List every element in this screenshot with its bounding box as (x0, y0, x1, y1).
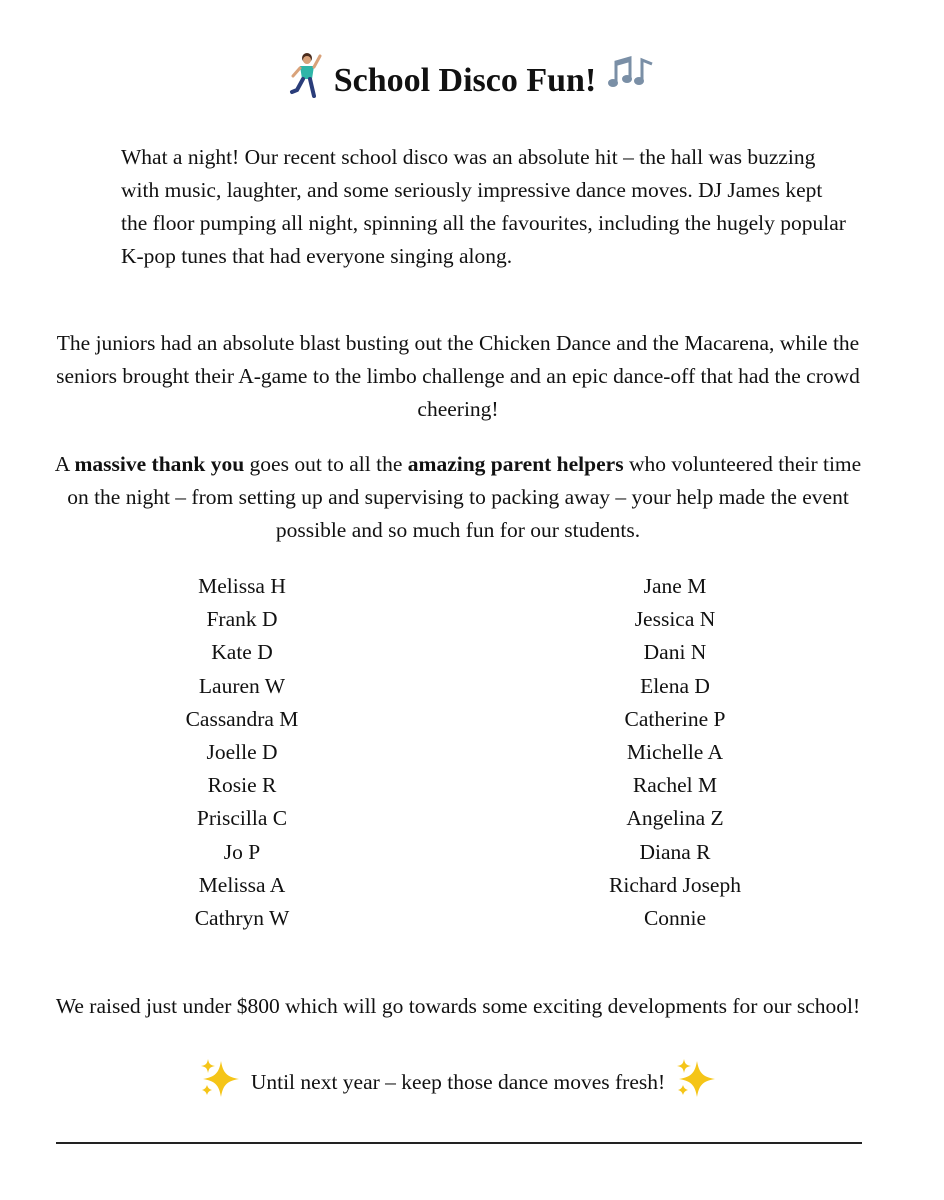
sparkles-icon (675, 1057, 717, 1099)
thanks-bold-2: amazing parent helpers (407, 452, 624, 476)
helper-name: Kate D (211, 640, 273, 665)
page-title: School Disco Fun! (333, 62, 597, 99)
thanks-text-2: goes out to all the (244, 452, 408, 476)
helper-name: Michelle A (626, 740, 724, 765)
title-row (0, 58, 944, 104)
helper-name: Angelina Z (626, 806, 724, 831)
helper-name: Elena D (640, 673, 710, 698)
helper-name: Dani N (643, 640, 707, 665)
fundraising-paragraph: We raised just under $800 which will go towards some exciting developments for our school! (55, 994, 861, 1018)
helper-name: Jessica N (634, 607, 716, 632)
helpers-list-left (92, 570, 392, 935)
helper-name: Diana R (639, 839, 711, 864)
thanks-text-3: who volunteered their time on the night – from setting up and supervising to packing away – your help made the event possible and so much fun for our students. (67, 452, 862, 542)
helper-name: Cathryn W (194, 906, 290, 931)
intro-paragraph: What a night! Our recent school disco was an absolute hit – the hall was buzzing with music, laughter, and some seriously impressive dance moves. DJ James kept the floor pumping all night, spinning all the favourites, including the hugely popular K-pop tunes that had everyone singing along. (121, 145, 846, 268)
helper-name: Rosie R (207, 773, 277, 798)
closing-line (0, 1060, 916, 1103)
helper-name: Cassandra M (185, 706, 299, 731)
sparkles-icon (199, 1057, 241, 1099)
helper-name: Priscilla C (196, 806, 288, 831)
activities-paragraph: The juniors had an absolute blast busting out the Chicken Dance and the Macarena, while the seniors brought their A-game to the limbo challenge and an epic dance-off that had the crowd cheering! (56, 331, 860, 421)
helper-name: Catherine P (624, 706, 726, 731)
thanks-bold-1: massive thank you (74, 452, 245, 476)
bottom-divider (56, 1142, 862, 1144)
helper-name: Frank D (206, 607, 278, 632)
helper-name: Rachel M (632, 773, 718, 798)
helpers-list-right (525, 570, 825, 935)
helper-name: Melissa H (198, 574, 286, 598)
person-dancing-icon (288, 52, 322, 98)
helper-name: Melissa A (198, 872, 286, 897)
closing-text: Until next year – keep those dance moves fresh! (250, 1070, 666, 1095)
helper-name: Richard Joseph (609, 872, 741, 897)
helper-name: Joelle D (206, 740, 278, 765)
helper-name: Connie (643, 906, 707, 931)
helper-name: Jane M (643, 574, 707, 598)
musical-notes-icon (608, 52, 656, 90)
helper-name: Lauren W (198, 673, 286, 698)
helper-name: Jo P (223, 839, 261, 864)
thanks-paragraph (50, 448, 866, 547)
thanks-text-1: A (54, 452, 75, 476)
